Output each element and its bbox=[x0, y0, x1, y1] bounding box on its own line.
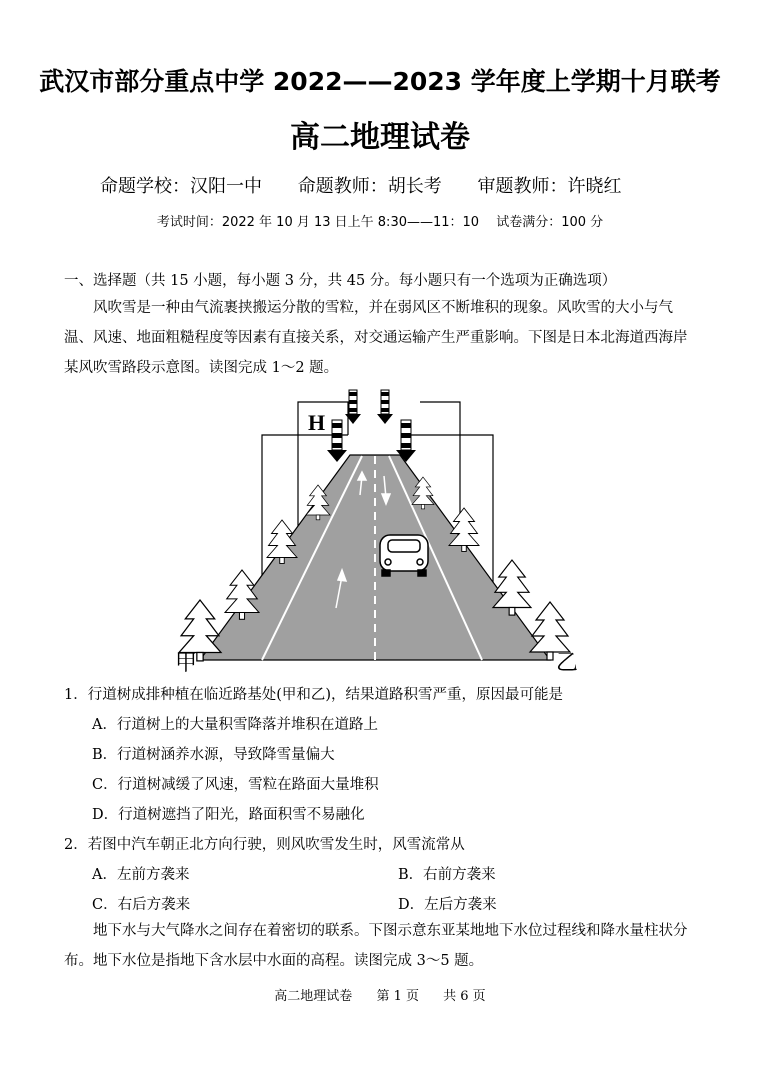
car-icon bbox=[380, 535, 428, 576]
label-h: H bbox=[308, 410, 326, 435]
footer-title: 高二地理试卷 bbox=[274, 989, 353, 1004]
exam-header-title: 武汉市部分重点中学 2022——2023 学年度上学期十月联考 bbox=[39, 67, 721, 96]
author-school: 命题学校：汉阳一中 bbox=[100, 176, 262, 197]
section-title: 一、选择题（共 15 小题，每小题 3 分，共 45 分。每小题只有一个选项为正确选项） bbox=[64, 273, 617, 289]
question-2-stem: 2．若图中汽车朝正北方向行驶，则风吹雪发生时，风雪流常从 bbox=[64, 837, 465, 853]
exam-info: 考试时间：2022 年 10 月 13 日上午 8:30——11：10 试卷满分：100 分 bbox=[156, 215, 604, 230]
q2-option-d: D．左后方袭来 bbox=[398, 897, 497, 913]
page-footer bbox=[0, 985, 760, 1004]
q1-option-a: A．行道树上的大量积雪降落并堆积在道路上 bbox=[92, 717, 378, 733]
authors-line bbox=[100, 172, 651, 198]
label-yi: 乙 bbox=[556, 651, 579, 676]
footer-page: 第 1 页 bbox=[376, 989, 419, 1004]
q1-option-c: C．行道树减缓了风速，雪粒在路面大量堆积 bbox=[92, 777, 379, 793]
wind-snow-arrows bbox=[327, 390, 416, 462]
q2-option-a: A．左前方袭来 bbox=[92, 867, 190, 883]
footer-total: 共 6 页 bbox=[443, 989, 486, 1004]
author-reviewer: 审题教师：许晓红 bbox=[477, 176, 622, 197]
snow-road-figure bbox=[170, 380, 590, 680]
author-setter: 命题教师：胡长考 bbox=[297, 176, 442, 197]
passage-2: 地下水与大气降水之间存在着密切的联系。下图示意东亚某地地下水位过程线和降水量柱状分布。地下水位是指地下含水层中水面的高程。读图完成 3～5 题。 bbox=[64, 923, 688, 969]
q2-option-c: C．右后方袭来 bbox=[92, 897, 191, 913]
exam-subject-title: 高二地理试卷 bbox=[290, 120, 470, 155]
question-1-stem: 1．行道树成排种植在临近路基处(甲和乙)，结果道路积雪严重，原因最可能是 bbox=[64, 687, 564, 703]
q1-option-b: B．行道树涵养水源，导致降雪量偏大 bbox=[92, 747, 335, 763]
label-jia: 甲 bbox=[175, 651, 198, 676]
snow-arrow-icon bbox=[377, 390, 393, 424]
tree-icon bbox=[449, 508, 479, 552]
snow-arrow-icon bbox=[327, 420, 347, 462]
q2-option-b: B．右前方袭来 bbox=[398, 867, 496, 883]
q1-option-d: D．行道树遮挡了阳光，路面积雪不易融化 bbox=[92, 807, 365, 823]
tree-icon bbox=[267, 520, 297, 564]
tree-icon bbox=[493, 560, 531, 615]
passage-1: 风吹雪是一种由气流裹挟搬运分散的雪粒，并在弱风区不断堆积的现象。风吹雪的大小与气温、风速、地面粗糙程度等因素有直接关系，对交通运输产生严重影响。下图是日本北海道西海岸某风吹雪路段示意图。读图完成 1～2 题。 bbox=[64, 300, 688, 376]
tree-icon bbox=[225, 570, 259, 619]
